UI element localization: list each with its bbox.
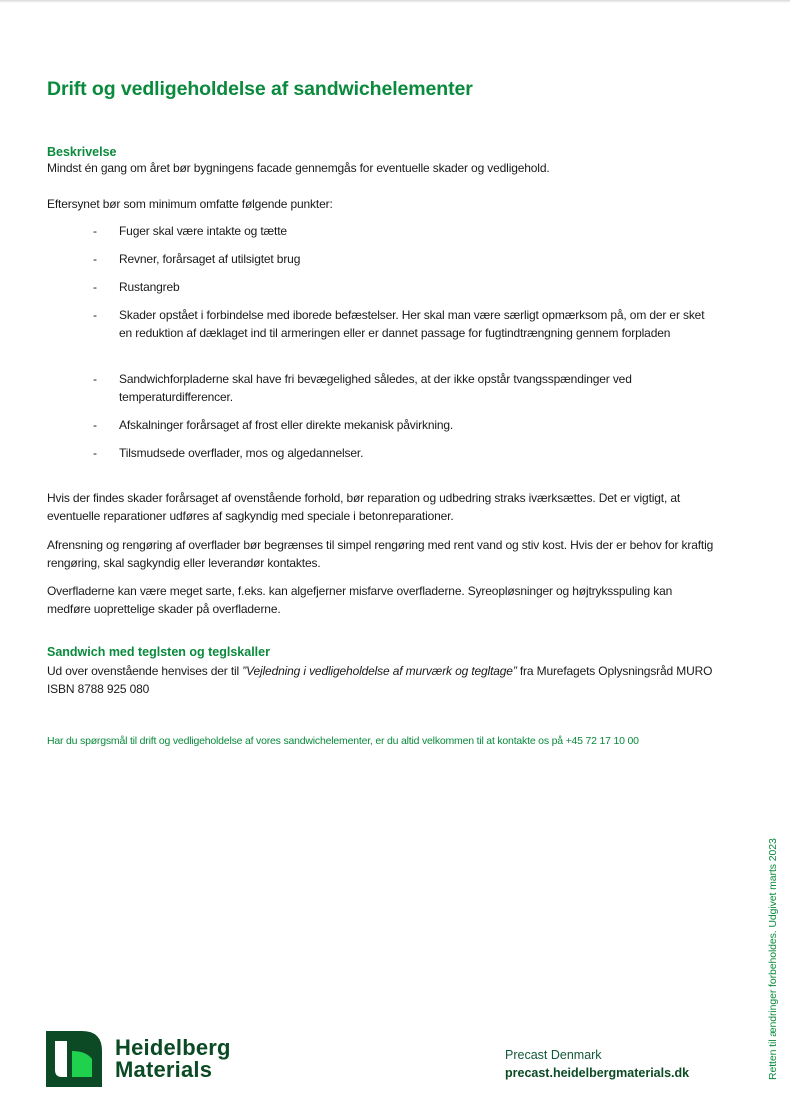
bullet-dash: - — [93, 280, 97, 294]
footer-website-link[interactable]: precast.heidelbergmaterials.dk — [505, 1066, 690, 1080]
page-title: Drift og vedligeholdelse af sandwichelementer — [47, 78, 473, 100]
checklist-item-text: Revner, forårsaget af utilsigtet brug — [119, 252, 301, 266]
checklist-item — [93, 222, 713, 240]
contact-line: Har du spørgsmål til drift og vedligeholdelse af vores sandwichelementer, er du altid velkommen til at kontakte os på +45 72 17 10 00 — [47, 735, 639, 747]
bullet-dash: - — [93, 224, 97, 238]
cleaning-paragraph: Afrensning og rengøring af overflader bør begrænses til simpel rengøring med rent vand og stiv kost. Hvis der er behov for kraftig rengøring, skal sagkyndig eller leverandør kontaktes. — [47, 538, 714, 570]
bullet-dash: - — [93, 446, 97, 460]
checklist-item-text: Tilsmudsede overflader, mos og algedannelser. — [119, 446, 364, 460]
checklist-item-text: Rustangreb — [119, 280, 180, 294]
checklist-item — [93, 416, 713, 434]
brick-text-before: Ud over ovenstående henvises der til — [47, 664, 243, 678]
checklist-item-text: Skader opstået i forbindelse med iborede befæstelser. Her skal man være særligt opmærksom på, om der er sket en reduktion af dæklaget ind til armeringen eller er dannet passage for fugtindtrængning gennem forpladen — [119, 308, 705, 340]
bullet-dash: - — [93, 418, 97, 432]
checklist-item — [93, 370, 713, 406]
checklist-item-text: Afskalninger forårsaget af frost eller direkte mekanisk påvirkning. — [119, 418, 454, 432]
repair-paragraph: Hvis der findes skader forårsaget af ovenstående forhold, bør reparation og udbedring straks iværksættes. Det er vigtigt, at eventuelle reparationer udføres af sagkyndig med speciale i betonreparationer. — [47, 491, 681, 523]
side-note-vertical: Retten til ændringer forbeholdes. Udgivet marts 2023 — [767, 838, 779, 1080]
page-top-edge — [0, 0, 790, 3]
bullet-dash: - — [93, 252, 97, 266]
logo-line-2: Materials — [115, 1057, 213, 1082]
bullet-dash: - — [93, 372, 97, 386]
checklist-item — [93, 278, 713, 296]
description-intro: Mindst én gang om året bør bygningens facade gennemgås for eventuelle skader og vedligehold. — [47, 161, 550, 175]
checklist-item-text: Fuger skal være intakte og tætte — [119, 224, 287, 238]
brick-text-after: fra Murefagets Oplysningsråd MURO ISBN 8788 925 080 — [47, 664, 713, 696]
surface-warning-paragraph: Overfladerne kan være meget sarte, f.eks. kan algefjerner misfarve overfladerne. Syreopløsninger og højtryksspuling kan medføre uoprettelige skader på overfladerne. — [47, 584, 673, 616]
footer-company-name: Precast Denmark — [505, 1048, 602, 1062]
brick-reference-paragraph — [47, 662, 717, 698]
logo-wordmark — [115, 1037, 231, 1081]
checklist-item-text: Sandwichforpladerne skal have fri bevægelighed således, at der ikke opstår tvangsspændinger ved temperaturdifferencer. — [119, 372, 632, 404]
logo-line-1: Heidelberg — [115, 1035, 231, 1060]
checklist-intro: Eftersynet bør som minimum omfatte følgende punkter: — [47, 197, 333, 211]
checklist-item — [93, 306, 713, 342]
company-logo — [46, 1031, 231, 1087]
section-heading-description: Beskrivelse — [47, 145, 117, 159]
checklist-item — [93, 250, 713, 268]
reference-title: ”Vejledning i vedligeholdelse af murværk og tegltage” — [242, 664, 517, 678]
heidelberg-materials-logo-icon — [46, 1031, 102, 1087]
bullet-dash: - — [93, 308, 97, 322]
section-heading-brick: Sandwich med teglsten og teglskaller — [47, 645, 270, 659]
checklist-item — [93, 444, 713, 462]
